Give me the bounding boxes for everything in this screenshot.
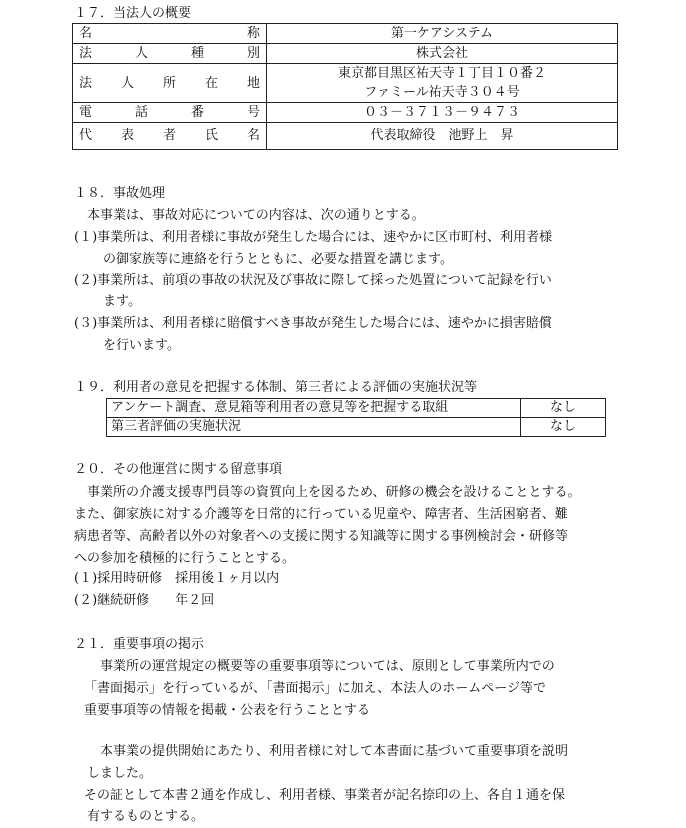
table-row xyxy=(73,103,618,123)
label-address: 法 人 所 在 地 xyxy=(79,75,260,91)
value-cell xyxy=(267,24,618,44)
label-cell: 第三者評価の実施状況 xyxy=(107,418,521,437)
paragraph-line: ます。 xyxy=(103,294,141,309)
label-cell xyxy=(73,103,267,123)
paragraph-line: を行います。 xyxy=(103,338,180,353)
corporation-overview-table xyxy=(72,23,618,150)
label-type: 法 人 種 別 xyxy=(79,46,260,61)
paragraph-line: 重要事項等の情報を掲載・公表を行うこととする xyxy=(84,703,371,718)
corporation-name: 第一ケアシステム xyxy=(390,26,494,41)
value-cell xyxy=(267,123,618,150)
value-cell: なし xyxy=(521,418,606,437)
representative-name: 代表取締役 池野上 昇 xyxy=(370,128,514,143)
label-cell xyxy=(73,24,267,44)
paragraph-line: 事業所の介護支援専門員等の資質向上を図るため、研修の機会を設けることとする。 xyxy=(87,485,581,500)
closing-line: 本事業の提供開始にあたり、利用者様に対して本書面に基づいて重要事項を説明 xyxy=(100,744,569,759)
paragraph-line: 事業所の運営規定の概要等の重要事項等については、原則として事業所内での xyxy=(100,659,555,674)
paragraph-line: (２)事業所は、前項の事故の状況及び事故に際して採った処置について記録を行い xyxy=(74,273,552,288)
address-line-2: ファミール祐天寺３０４号 xyxy=(364,85,520,100)
paragraph-line: (１)事業所は、利用者様に事故が発生した場合には、速やかに区市町村、利用者様 xyxy=(74,230,553,245)
table-row xyxy=(73,24,618,44)
value-cell xyxy=(267,103,618,123)
label-cell xyxy=(73,123,267,150)
paragraph-line: (２)継続研修 年２回 xyxy=(74,593,215,608)
value-cell xyxy=(267,64,618,103)
paragraph-line: への参加を積極的に行うこととする。 xyxy=(74,551,296,566)
opinion-evaluation-table xyxy=(106,398,606,437)
label-phone: 電 話 番 号 xyxy=(79,105,260,120)
value-cell: なし xyxy=(521,399,606,418)
closing-line: 有するものとする。 xyxy=(87,809,205,824)
table-row xyxy=(73,64,618,103)
paragraph-line: (１)採用時研修 採用後１ヶ月以内 xyxy=(74,571,280,586)
paragraph-line: (３)事業所は、利用者様に賠償すべき事故が発生した場合には、速やかに損害賠償 xyxy=(74,316,552,331)
paragraph-line: の御家族等に連絡を行うとともに、必要な措置を講じます。 xyxy=(103,252,453,267)
label-name: 名 称 xyxy=(79,26,260,41)
label-cell xyxy=(73,64,267,103)
table-row xyxy=(107,418,606,437)
section-17-heading: １７．当法人の概要 xyxy=(74,6,192,21)
table-row xyxy=(73,123,618,150)
section-19-heading: １９．利用者の意見を把握する体制、第三者による評価の実施状況等 xyxy=(74,380,478,395)
address-line-1: 東京都目黒区祐天寺１丁目１０番２ xyxy=(337,66,546,81)
paragraph-line: 本事業は、事故対応についての内容は、次の通りとする。 xyxy=(87,208,425,223)
label-representative: 代 表 者 氏 名 xyxy=(79,128,260,143)
closing-line: しました。 xyxy=(87,766,153,781)
paragraph-line: 病患者等、高齢者以外の対象者への支援に関する知識等に関する事例検討会・研修等 xyxy=(74,529,569,544)
section-21-heading: ２１．重要事項の掲示 xyxy=(74,637,205,652)
label-cell: アンケート調査、意見箱等利用者の意見等を把握する取組 xyxy=(107,399,521,418)
paragraph-line: また、御家族に対する介護等を日常的に行っている児童や、障害者、生活困窮者、難 xyxy=(74,507,568,522)
label-cell xyxy=(73,44,267,64)
section-18-heading: １８．事故処理 xyxy=(74,186,166,201)
corporation-type: 株式会社 xyxy=(415,46,468,61)
section-20-heading: ２０．その他運営に関する留意事項 xyxy=(74,462,283,477)
phone-number: ０３－３７１３－９４７３ xyxy=(363,105,520,120)
closing-line: その証として本書２通を作成し、利用者様、事業者が記名捺印の上、各自１通を保 xyxy=(84,788,566,803)
paragraph-line: 「書面掲示」を行っているが、「書面掲示」に加え、本法人のホームページ等で xyxy=(84,681,547,696)
table-row xyxy=(73,44,618,64)
value-cell xyxy=(267,44,618,64)
table-row xyxy=(107,399,606,418)
